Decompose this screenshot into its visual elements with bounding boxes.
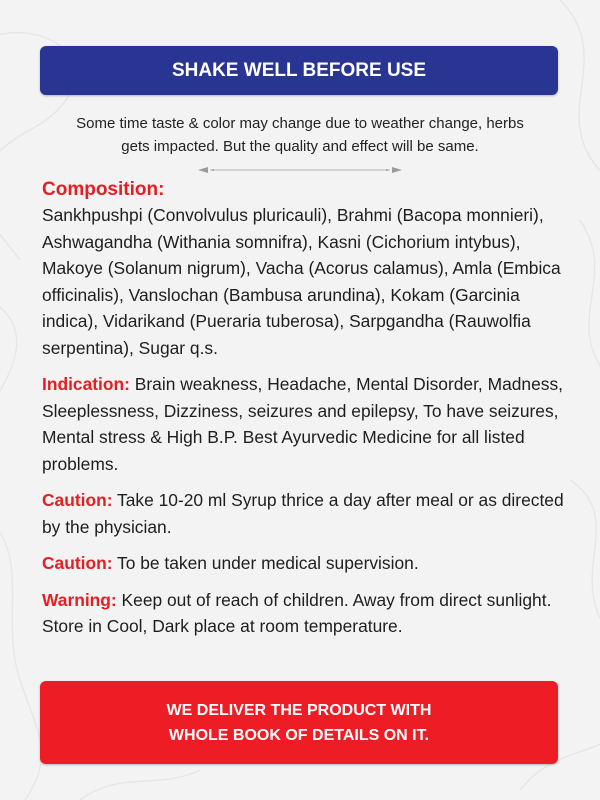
caution-supervision-paragraph [42,550,572,577]
indication-text: Brain weakness, Headache, Mental Disorder, Madness, Sleeplessness, Dizziness, seizures and epilepsy, To have seizures, Mental stress & High B.P. Best Ayurvedic Medicine for all listed problems. [42,374,563,474]
shake-well-banner: SHAKE WELL BEFORE USE [40,46,558,95]
notice-line-1: Some time taste & color may change due to weather change, herbs [76,115,524,132]
delivery-line-1: WE DELIVER THE PRODUCT WITH [166,701,432,719]
indication-label: Indication: [42,374,130,394]
caution-supervision-label: Caution: [42,553,113,573]
notice-text [30,112,570,158]
warning-label: Warning: [42,589,117,610]
ornamental-divider [196,164,404,176]
indication-paragraph [42,371,572,477]
warning-paragraph [42,587,572,640]
caution-supervision-text: To be taken under medical supervision. [117,553,419,573]
caution-dosage-text: Take 10-20 ml Syrup thrice a day after meal or as directed by the physician. [42,490,564,537]
composition-text: Sankhpushpi (Convolvulus pluricauli), Brahmi (Bacopa monnieri), Ashwagandha (Withania somnifra), Kasni (Cichorium intybus), Makoye (Solanum nigrum), Vacha (Acorus calamus), Amla (Embica officinalis), Vanslochan (Bambusa arundina), Kokam (Garcinia indica), Vidarikand (Pueraria tuberosa), Sarpgandha (Rauwolfia serpentina), Sugar q.s. [42,205,561,358]
warning-text: Keep out of reach of children. Away from direct sunlight. Store in Cool, Dark place at room temperature. [42,589,552,636]
caution-dosage-label: Caution: [42,490,113,510]
caution-dosage-paragraph [42,487,572,540]
delivery-banner [40,681,558,764]
product-details [42,178,572,640]
delivery-line-2: WHOLE BOOK OF DETAILS ON IT. [168,726,430,744]
composition-heading: Composition: [42,179,165,200]
notice-line-2: gets impacted. But the quality and effect will be same. [121,138,479,155]
